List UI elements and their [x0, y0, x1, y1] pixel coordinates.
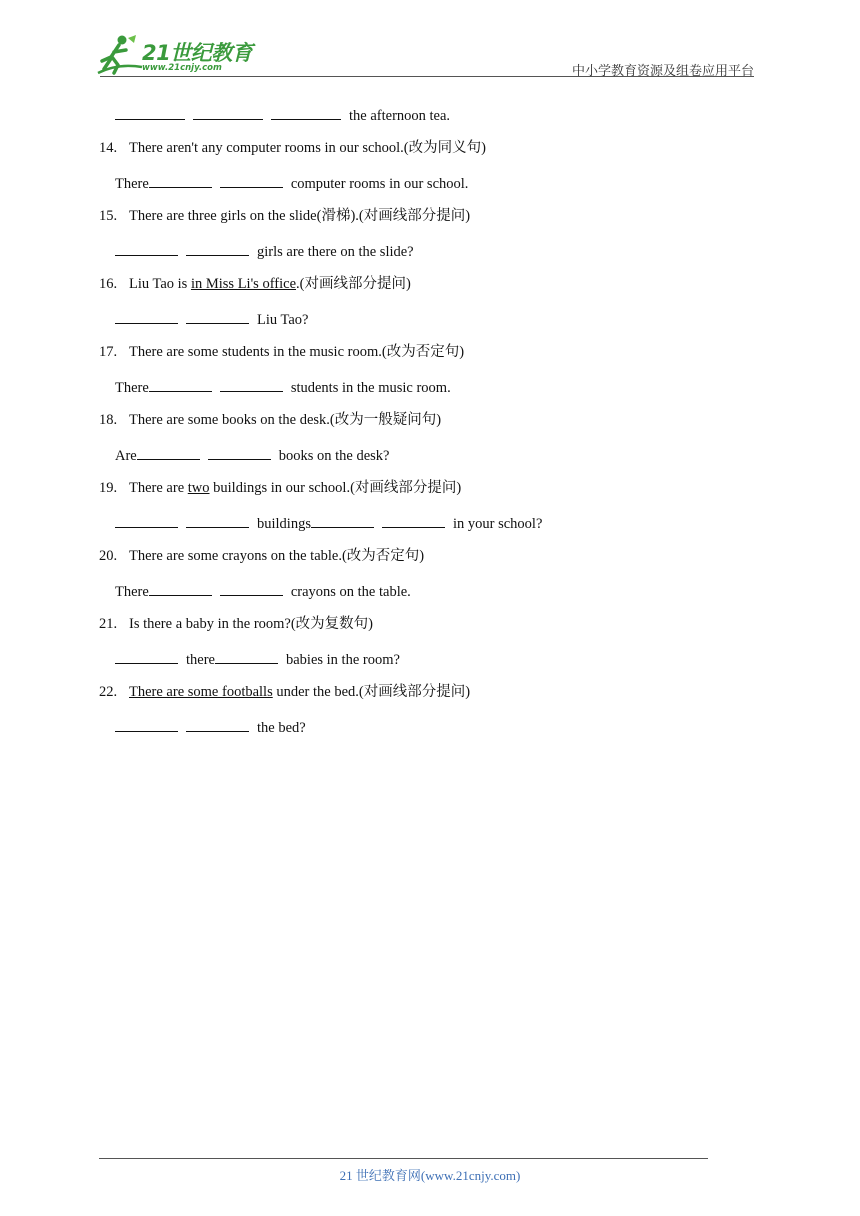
- answer-prefix: There: [115, 380, 149, 396]
- question-text: Liu Tao is: [129, 276, 191, 292]
- answer-line-20: [115, 580, 411, 602]
- question-16: [99, 274, 411, 294]
- underlined-phrase: There are some footballs: [129, 684, 273, 700]
- question-17: [99, 342, 464, 362]
- answer-text: crayons on the table.: [290, 584, 411, 600]
- answer-blank[interactable]: [193, 104, 263, 120]
- question-text: There are: [129, 480, 188, 496]
- page-header: [0, 0, 860, 80]
- header-divider: [100, 76, 754, 77]
- answer-text: buildings: [257, 516, 311, 532]
- question-number: 22.: [99, 684, 118, 700]
- answer-blank[interactable]: [149, 580, 212, 596]
- answer-text: girls are there on the slide?: [257, 244, 414, 260]
- logo: [92, 33, 262, 79]
- question-20: [99, 546, 424, 566]
- answer-line-18: [115, 444, 390, 466]
- answer-prefix: Are: [115, 448, 137, 464]
- answer-text: there: [186, 652, 215, 668]
- question-suffix: .(对画线部分提问): [296, 276, 411, 292]
- answer-blank[interactable]: [115, 716, 178, 732]
- answer-text: books on the desk?: [278, 448, 390, 464]
- answer-blank[interactable]: [220, 172, 283, 188]
- answer-blank[interactable]: [115, 648, 178, 664]
- answer-text: computer rooms in our school.: [290, 176, 469, 192]
- answer-blank[interactable]: [115, 512, 178, 528]
- footer-divider: [99, 1158, 708, 1159]
- answer-text: students in the music room.: [290, 380, 451, 396]
- question-text: Is there a baby in the room?(改为复数句): [129, 616, 374, 632]
- question-15: [99, 206, 470, 226]
- answer-blank[interactable]: [115, 104, 185, 120]
- underlined-phrase: in Miss Li's office: [190, 276, 297, 292]
- question-text: There aren't any computer rooms in our school.(改为同义句): [129, 140, 486, 156]
- answer-blank[interactable]: [149, 172, 212, 188]
- question-text: There are some books on the desk.(改为一般疑问句): [129, 412, 442, 428]
- answer-blank[interactable]: [215, 648, 278, 664]
- question-text: There are some crayons on the table.(改为否定句): [129, 548, 425, 564]
- runner-logo-icon: [92, 33, 144, 77]
- answer-blank[interactable]: [311, 512, 374, 528]
- answer-blank[interactable]: [271, 104, 341, 120]
- answer-text: babies in the room?: [285, 652, 400, 668]
- question-number: 15.: [99, 208, 118, 224]
- answer-blank[interactable]: [220, 580, 283, 596]
- answer-blank[interactable]: [382, 512, 445, 528]
- question-19: [99, 478, 461, 498]
- answer-line-15: [115, 240, 414, 262]
- question-suffix: buildings in our school.(对画线部分提问): [209, 480, 462, 496]
- answer-blank[interactable]: [115, 308, 178, 324]
- logo-url: www.21cnjy.com: [142, 63, 222, 73]
- underlined-phrase: two: [187, 480, 210, 496]
- answer-text: in your school?: [452, 516, 543, 532]
- answer-line-13: [115, 104, 450, 126]
- question-22: [99, 682, 470, 702]
- answer-line-17: [115, 376, 451, 398]
- question-suffix: under the bed.(对画线部分提问): [272, 684, 471, 700]
- question-text: There are three girls on the slide(滑梯).(对画线部分提问): [129, 208, 471, 224]
- question-number: 16.: [99, 276, 118, 292]
- question-number: 18.: [99, 412, 118, 428]
- question-number: 14.: [99, 140, 118, 156]
- answer-blank[interactable]: [208, 444, 271, 460]
- question-text: There are some students in the music room.(改为否定句): [129, 344, 465, 360]
- answer-blank[interactable]: [186, 240, 249, 256]
- question-14: [99, 138, 486, 158]
- question-21: [99, 614, 373, 634]
- header-platform-title: 中小学教育资源及组卷应用平台: [571, 63, 754, 78]
- question-18: [99, 410, 441, 430]
- question-number: 21.: [99, 616, 118, 632]
- answer-line-19: [115, 512, 542, 534]
- answer-text: Liu Tao?: [257, 312, 309, 328]
- answer-prefix: There: [115, 584, 149, 600]
- answer-blank[interactable]: [186, 512, 249, 528]
- answer-text: the bed?: [257, 720, 306, 736]
- answer-blank[interactable]: [186, 308, 249, 324]
- answer-line-16: [115, 308, 308, 330]
- question-number: 19.: [99, 480, 118, 496]
- answer-prefix: There: [115, 176, 149, 192]
- answer-line-21: [115, 648, 400, 670]
- question-number: 17.: [99, 344, 118, 360]
- answer-blank[interactable]: [186, 716, 249, 732]
- answer-blank[interactable]: [137, 444, 200, 460]
- question-number: 20.: [99, 548, 118, 564]
- answer-blank[interactable]: [220, 376, 283, 392]
- answer-text: the afternoon tea.: [349, 108, 451, 124]
- answer-line-14: [115, 172, 468, 194]
- answer-blank[interactable]: [115, 240, 178, 256]
- footer-link[interactable]: 21 世纪教育网(www.21cnjy.com): [339, 1168, 521, 1183]
- answer-line-22: [115, 716, 306, 738]
- logo-text: 21世纪教育: [142, 41, 253, 65]
- answer-blank[interactable]: [149, 376, 212, 392]
